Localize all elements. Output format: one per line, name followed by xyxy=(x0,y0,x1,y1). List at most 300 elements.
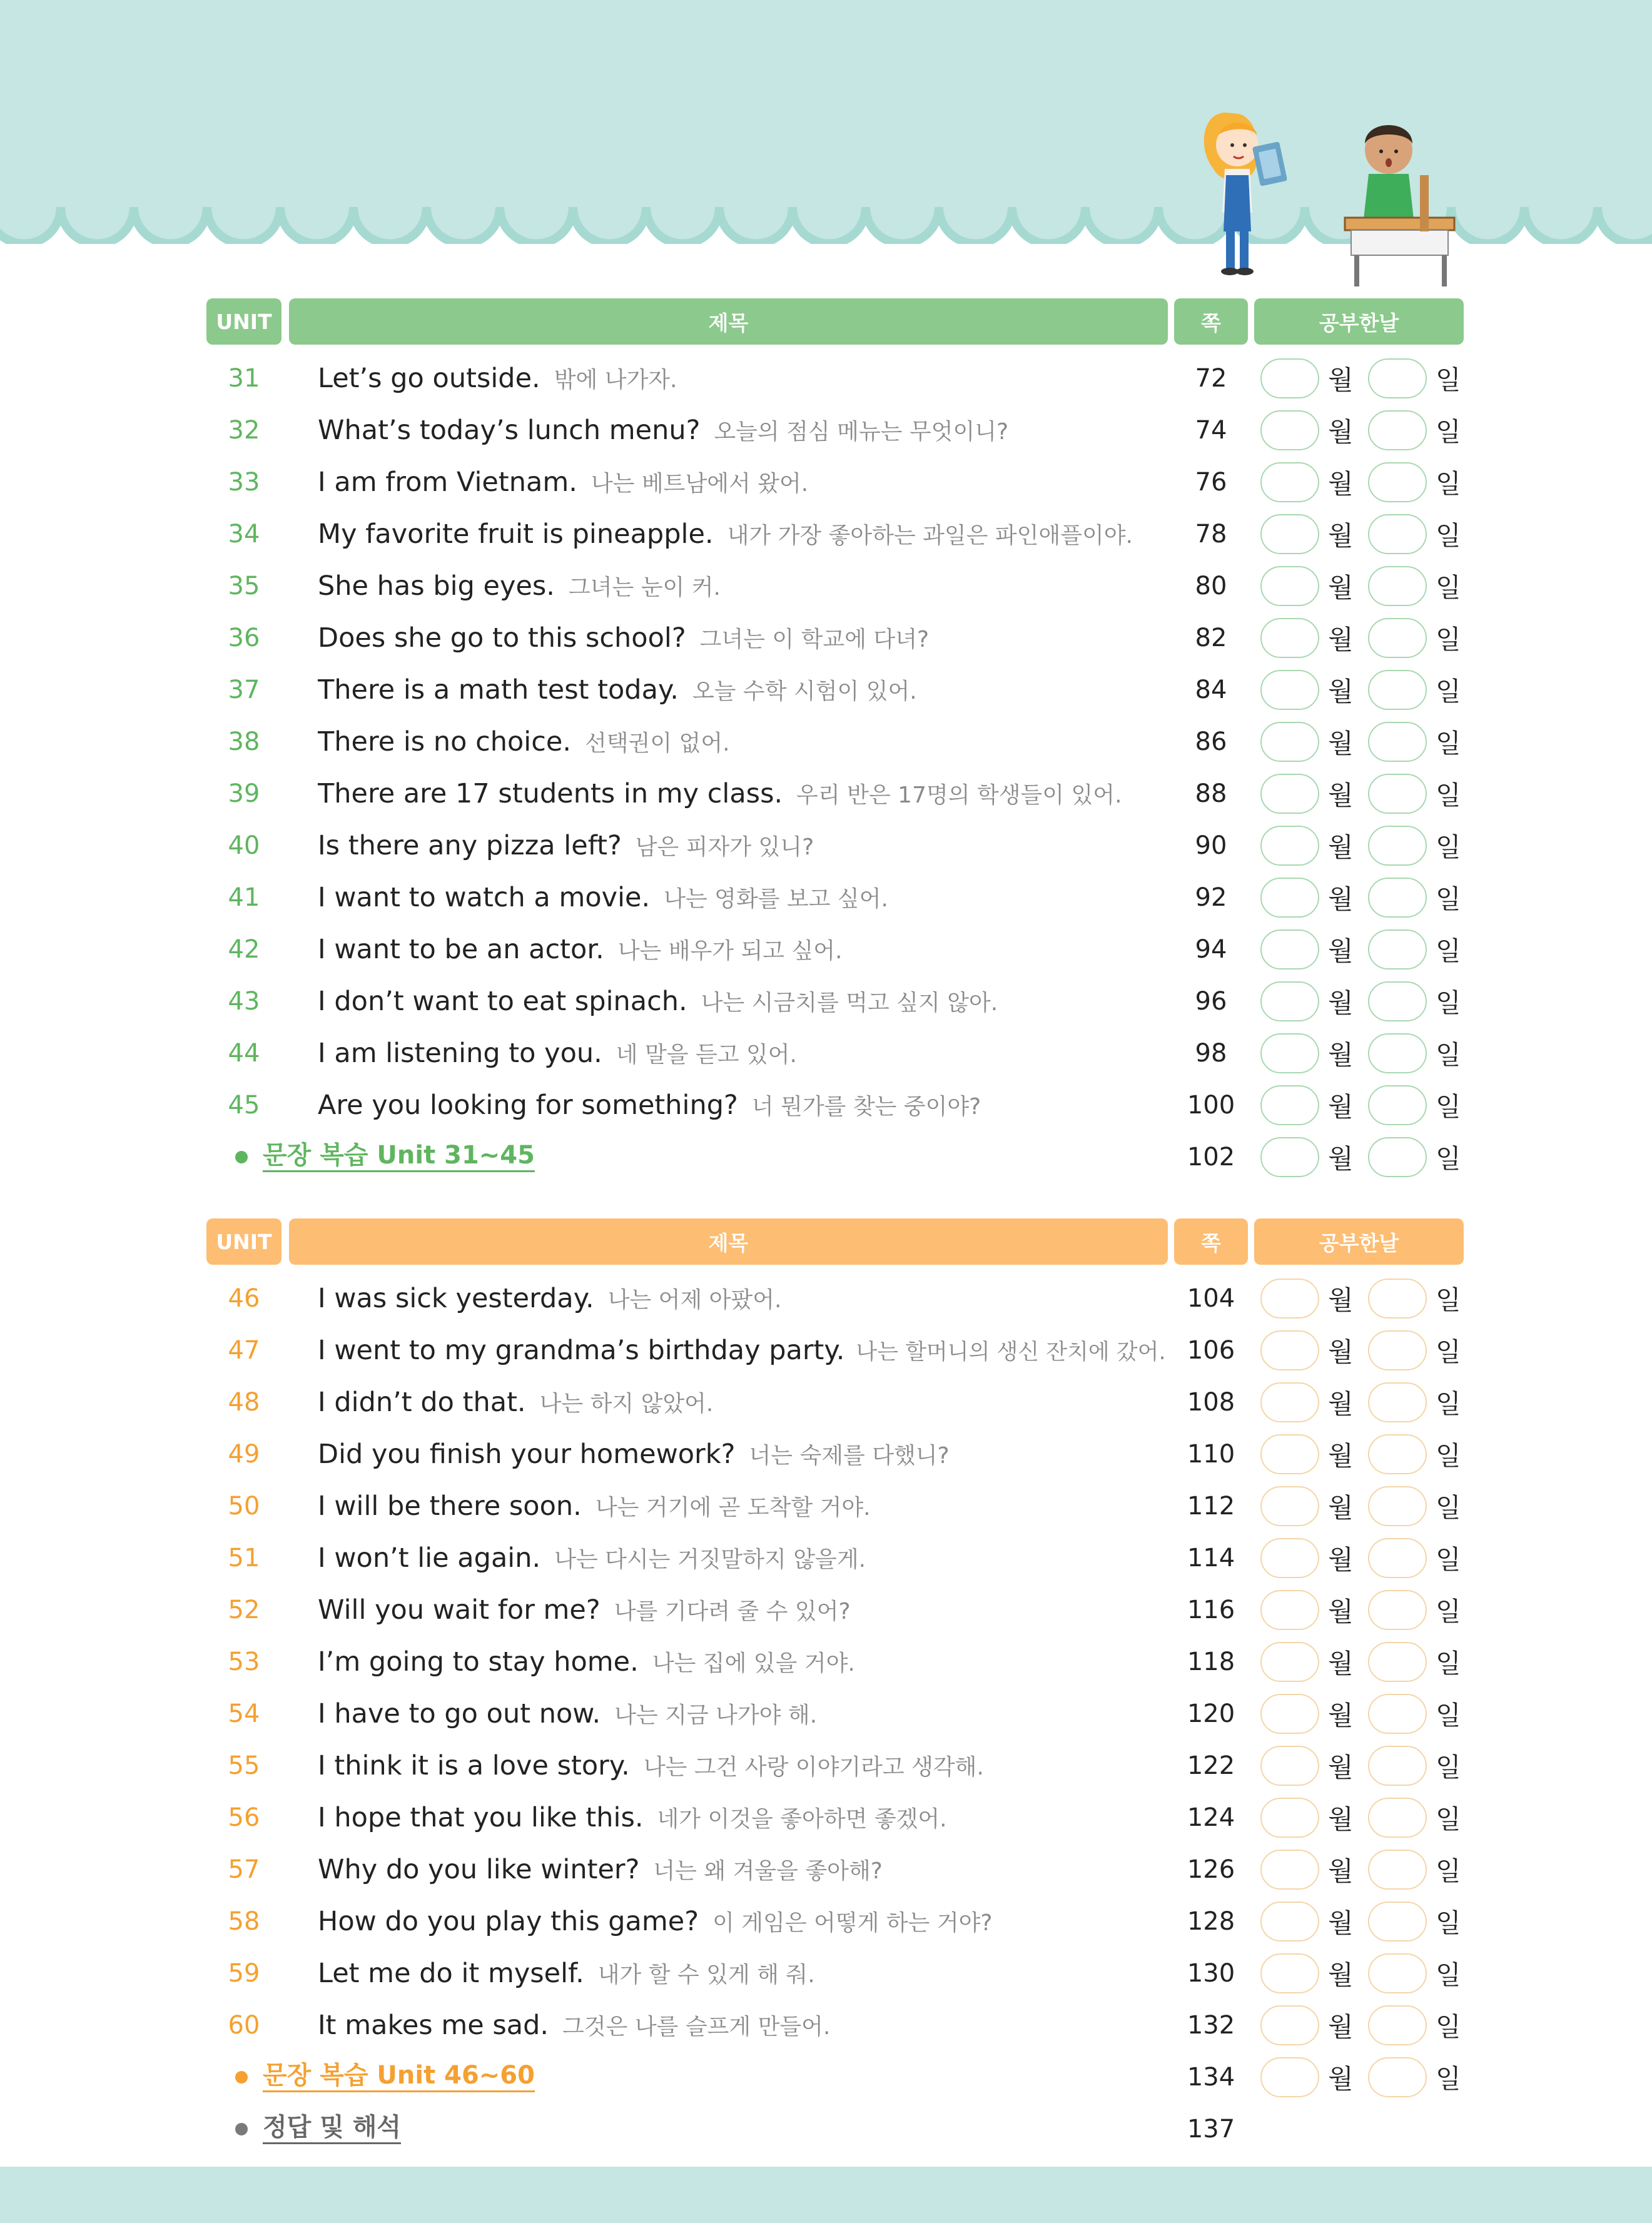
day-input[interactable] xyxy=(1368,1434,1427,1474)
unit-number: 43 xyxy=(228,986,260,1016)
unit-number: 49 xyxy=(228,1439,260,1469)
korean-translation: 너 뭔가를 찾는 중이야? xyxy=(751,1094,981,1120)
day-input[interactable] xyxy=(1368,1538,1427,1578)
day-label: 일 xyxy=(1436,1039,1461,1070)
day-input[interactable] xyxy=(1368,514,1427,554)
unit-row xyxy=(206,560,1464,612)
month-input[interactable] xyxy=(1260,1642,1319,1682)
page-number: 80 xyxy=(1195,571,1227,600)
day-input[interactable] xyxy=(1368,618,1427,658)
study-date xyxy=(1254,1636,1464,1688)
month-input[interactable] xyxy=(1260,929,1319,970)
study-date xyxy=(1254,1131,1464,1183)
study-date xyxy=(1254,1272,1464,1324)
day-input[interactable] xyxy=(1368,358,1427,398)
page-number: 100 xyxy=(1187,1090,1235,1120)
day-label: 일 xyxy=(1436,1388,1461,1419)
review-title[interactable] xyxy=(263,2051,535,2103)
study-date-column-header: 공부한날 xyxy=(1254,1218,1464,1265)
month-label: 월 xyxy=(1328,883,1354,914)
day-input[interactable] xyxy=(1368,929,1427,970)
day-input[interactable] xyxy=(1368,774,1427,814)
day-input[interactable] xyxy=(1368,462,1427,502)
english-sentence: I will be there soon. xyxy=(318,1490,582,1522)
study-date xyxy=(1254,1079,1464,1131)
month-input[interactable] xyxy=(1260,514,1319,554)
study-date xyxy=(1254,923,1464,975)
month-label: 월 xyxy=(1328,1751,1354,1783)
month-input[interactable] xyxy=(1260,618,1319,658)
month-label: 월 xyxy=(1328,1336,1354,1367)
study-date xyxy=(1254,1480,1464,1532)
korean-translation: 이 게임은 어떻게 하는 거야? xyxy=(712,1910,993,1936)
unit-number: 50 xyxy=(228,1491,260,1521)
month-input[interactable] xyxy=(1260,1330,1319,1370)
korean-translation: 나는 거기에 곧 도착할 거야. xyxy=(595,1495,871,1521)
month-label: 월 xyxy=(1328,572,1354,603)
english-sentence: Let me do it myself. xyxy=(318,1957,584,1989)
day-input[interactable] xyxy=(1368,670,1427,710)
study-date xyxy=(1254,1376,1464,1428)
day-input[interactable] xyxy=(1368,1085,1427,1125)
page-number: 90 xyxy=(1195,831,1227,860)
month-label: 월 xyxy=(1328,364,1354,395)
unit-title xyxy=(318,819,1181,871)
unit-number: 37 xyxy=(228,675,260,704)
korean-translation: 나는 시금치를 먹고 싶지 않아. xyxy=(701,990,998,1016)
page-number: 122 xyxy=(1187,1751,1235,1780)
day-label: 일 xyxy=(1436,1959,1461,1990)
unit-title xyxy=(318,1791,1181,1843)
day-input[interactable] xyxy=(1368,1486,1427,1526)
unit-row xyxy=(206,1584,1464,1636)
month-label: 월 xyxy=(1328,624,1354,655)
month-label: 월 xyxy=(1328,1284,1354,1315)
month-label: 월 xyxy=(1328,1596,1354,1627)
month-input[interactable] xyxy=(1260,358,1319,398)
units-31-45-section xyxy=(206,298,1464,1183)
page-number: 102 xyxy=(1187,1142,1235,1172)
korean-translation: 우리 반은 17명의 학생들이 있어. xyxy=(796,782,1122,808)
korean-translation: 오늘 수학 시험이 있어. xyxy=(692,679,917,704)
english-sentence: I want to be an actor. xyxy=(318,933,604,965)
unit-title xyxy=(318,1584,1181,1636)
unit-title xyxy=(318,716,1181,767)
korean-translation: 나는 하지 않았어. xyxy=(539,1391,714,1417)
unit-row xyxy=(206,1324,1464,1376)
unit-row xyxy=(206,1532,1464,1584)
korean-translation: 밖에 나가자. xyxy=(554,367,677,393)
month-input[interactable] xyxy=(1260,566,1319,606)
page-number: 74 xyxy=(1195,415,1227,445)
unit-number: 56 xyxy=(228,1803,260,1832)
review-row xyxy=(206,1131,1464,1183)
month-input[interactable] xyxy=(1260,1901,1319,1942)
page-number: 78 xyxy=(1195,519,1227,549)
study-date xyxy=(1254,1027,1464,1079)
study-date xyxy=(1254,352,1464,404)
page-number: 132 xyxy=(1187,2010,1235,2040)
day-input[interactable] xyxy=(1368,566,1427,606)
day-label: 일 xyxy=(1436,1492,1461,1523)
page-number: 106 xyxy=(1187,1335,1235,1365)
korean-translation: 네 말을 듣고 있어. xyxy=(616,1042,798,1068)
day-label: 일 xyxy=(1436,1091,1461,1122)
english-sentence: Does she go to this school? xyxy=(318,622,686,654)
review-title[interactable] xyxy=(263,1131,535,1183)
month-label: 월 xyxy=(1328,935,1354,966)
study-date xyxy=(1254,664,1464,716)
korean-translation: 선택권이 없어. xyxy=(585,731,730,756)
unit-title xyxy=(318,456,1181,508)
page-number: 82 xyxy=(1195,623,1227,652)
month-input[interactable] xyxy=(1260,410,1319,450)
day-label: 일 xyxy=(1436,1336,1461,1367)
english-sentence: Let’s go outside. xyxy=(318,362,540,394)
month-label: 월 xyxy=(1328,468,1354,499)
unit-title xyxy=(318,1895,1181,1947)
unit-row xyxy=(206,1027,1464,1079)
month-input[interactable] xyxy=(1260,1694,1319,1734)
study-date xyxy=(1254,1791,1464,1843)
unit-number: 31 xyxy=(228,363,260,393)
month-input[interactable] xyxy=(1260,1798,1319,1838)
day-input[interactable] xyxy=(1368,1590,1427,1630)
study-date xyxy=(1254,1739,1464,1791)
day-label: 일 xyxy=(1436,935,1461,966)
english-sentence: What’s today’s lunch menu? xyxy=(318,414,701,446)
day-label: 일 xyxy=(1436,779,1461,811)
page-number: 128 xyxy=(1187,1907,1235,1936)
day-input[interactable] xyxy=(1368,1850,1427,1890)
unit-number: 52 xyxy=(228,1595,260,1624)
day-label: 일 xyxy=(1436,1596,1461,1627)
english-sentence: Will you wait for me? xyxy=(318,1594,600,1626)
day-label: 일 xyxy=(1436,987,1461,1018)
unit-number: 41 xyxy=(228,883,260,912)
unit-title xyxy=(318,352,1181,404)
answers-title[interactable] xyxy=(263,2103,401,2155)
study-date xyxy=(1254,1428,1464,1480)
month-input[interactable] xyxy=(1260,1746,1319,1786)
page-column-header: 쪽 xyxy=(1174,1218,1248,1265)
unit-row xyxy=(206,975,1464,1027)
unit-number: 53 xyxy=(228,1647,260,1676)
month-input[interactable] xyxy=(1260,670,1319,710)
day-input[interactable] xyxy=(1368,1330,1427,1370)
unit-number: 33 xyxy=(228,467,260,497)
month-input[interactable] xyxy=(1260,1850,1319,1890)
bullet-icon xyxy=(235,2123,248,2135)
girl-figure xyxy=(1204,113,1287,275)
korean-translation: 나를 기다려 줄 수 있어? xyxy=(614,1599,851,1624)
study-date xyxy=(1254,871,1464,923)
table-header xyxy=(206,1218,1464,1265)
month-label: 월 xyxy=(1328,1648,1354,1679)
unit-row xyxy=(206,456,1464,508)
korean-translation: 나는 어제 아팠어. xyxy=(607,1287,782,1313)
page-number: 84 xyxy=(1195,675,1227,704)
month-input[interactable] xyxy=(1260,1434,1319,1474)
page-number: 112 xyxy=(1187,1491,1235,1521)
study-date xyxy=(1254,975,1464,1027)
day-input[interactable] xyxy=(1368,981,1427,1021)
korean-translation: 나는 다시는 거짓말하지 않을게. xyxy=(554,1547,866,1572)
unit-title xyxy=(318,1376,1181,1428)
day-input[interactable] xyxy=(1368,1901,1427,1942)
english-sentence: I hope that you like this. xyxy=(318,1801,644,1833)
korean-translation: 그녀는 눈이 커. xyxy=(568,575,721,600)
study-date xyxy=(1254,716,1464,767)
month-input[interactable] xyxy=(1260,462,1319,502)
unit-number: 39 xyxy=(228,779,260,808)
page-number: 114 xyxy=(1187,1543,1235,1572)
month-input[interactable] xyxy=(1260,2057,1319,2097)
answers-title-text: 정답 및 해석 xyxy=(263,2114,401,2144)
table-header xyxy=(206,298,1464,345)
month-label: 월 xyxy=(1328,1699,1354,1731)
day-label: 일 xyxy=(1436,1855,1461,1886)
day-label: 일 xyxy=(1436,1699,1461,1731)
korean-translation: 그녀는 이 학교에 다녀? xyxy=(699,627,930,652)
day-label: 일 xyxy=(1436,364,1461,395)
unit-row xyxy=(206,1791,1464,1843)
unit-number: 38 xyxy=(228,727,260,756)
month-input[interactable] xyxy=(1260,774,1319,814)
month-input[interactable] xyxy=(1260,826,1319,866)
day-input[interactable] xyxy=(1368,1642,1427,1682)
study-date xyxy=(1254,456,1464,508)
unit-number: 45 xyxy=(228,1090,260,1120)
unit-title xyxy=(318,1428,1181,1480)
day-input[interactable] xyxy=(1368,410,1427,450)
month-label: 월 xyxy=(1328,1039,1354,1070)
study-date xyxy=(1254,819,1464,871)
unit-title xyxy=(318,612,1181,664)
page-number: 86 xyxy=(1195,727,1227,756)
day-label: 일 xyxy=(1436,572,1461,603)
day-label: 일 xyxy=(1436,883,1461,914)
english-sentence: I won’t lie again. xyxy=(318,1542,541,1574)
month-input[interactable] xyxy=(1260,1033,1319,1073)
korean-translation: 내가 가장 좋아하는 과일은 파인애플이야. xyxy=(727,523,1133,549)
english-sentence: How do you play this game? xyxy=(318,1905,699,1937)
month-label: 월 xyxy=(1328,2063,1354,2094)
month-label: 월 xyxy=(1328,1907,1354,1938)
unit-title xyxy=(318,1532,1181,1584)
unit-title xyxy=(318,1480,1181,1532)
unit-column-header: UNIT xyxy=(206,1218,281,1265)
study-date xyxy=(1254,1947,1464,1999)
unit-number: 46 xyxy=(228,1284,260,1313)
day-label: 일 xyxy=(1436,1544,1461,1575)
bullet-icon xyxy=(235,2071,248,2084)
unit-row xyxy=(206,1688,1464,1739)
day-label: 일 xyxy=(1436,831,1461,863)
unit-row xyxy=(206,1895,1464,1947)
unit-title xyxy=(318,1272,1181,1324)
unit-number: 59 xyxy=(228,1958,260,1988)
unit-title xyxy=(318,975,1181,1027)
unit-row xyxy=(206,1739,1464,1791)
month-input[interactable] xyxy=(1260,722,1319,762)
kids-illustration xyxy=(1201,106,1464,294)
day-input[interactable] xyxy=(1368,1746,1427,1786)
day-input[interactable] xyxy=(1368,722,1427,762)
unit-title xyxy=(318,1947,1181,1999)
month-input[interactable] xyxy=(1260,981,1319,1021)
unit-number: 55 xyxy=(228,1751,260,1780)
day-input[interactable] xyxy=(1368,878,1427,918)
month-input[interactable] xyxy=(1260,1137,1319,1177)
page-number: 116 xyxy=(1187,1595,1235,1624)
study-date xyxy=(1254,612,1464,664)
month-input[interactable] xyxy=(1260,1538,1319,1578)
day-label: 일 xyxy=(1436,416,1461,447)
month-label: 월 xyxy=(1328,1544,1354,1575)
unit-number: 54 xyxy=(228,1699,260,1728)
unit-row xyxy=(206,716,1464,767)
study-date xyxy=(1254,1532,1464,1584)
korean-translation: 나는 배우가 되고 싶어. xyxy=(617,938,843,964)
day-label: 일 xyxy=(1436,1143,1461,1174)
unit-number: 58 xyxy=(228,1907,260,1936)
english-sentence: My favorite fruit is pineapple. xyxy=(318,518,714,550)
study-date xyxy=(1254,1843,1464,1895)
page-number: 92 xyxy=(1195,883,1227,912)
unit-title xyxy=(318,1324,1181,1376)
korean-translation: 너는 왜 겨울을 좋아해? xyxy=(653,1858,883,1884)
korean-translation: 나는 집에 있을 거야. xyxy=(652,1651,855,1676)
page-number: 120 xyxy=(1187,1699,1235,1728)
study-date-column-header: 공부한날 xyxy=(1254,298,1464,345)
unit-title xyxy=(318,560,1181,612)
page-number: 94 xyxy=(1195,934,1227,964)
month-label: 월 xyxy=(1328,1803,1354,1835)
page-number: 110 xyxy=(1187,1439,1235,1469)
korean-translation: 오늘의 점심 메뉴는 무엇이니? xyxy=(714,419,1009,445)
unit-title xyxy=(318,1843,1181,1895)
month-input[interactable] xyxy=(1260,2005,1319,2045)
day-label: 일 xyxy=(1436,2011,1461,2042)
unit-row xyxy=(206,352,1464,404)
unit-number: 34 xyxy=(228,519,260,549)
unit-row xyxy=(206,1843,1464,1895)
unit-rows xyxy=(206,352,1464,1183)
day-label: 일 xyxy=(1436,1803,1461,1835)
day-label: 일 xyxy=(1436,1907,1461,1938)
day-input[interactable] xyxy=(1368,1694,1427,1734)
korean-translation: 그것은 나를 슬프게 만들어. xyxy=(562,2014,831,2040)
review-title-text: 문장 복습 Unit 46~60 xyxy=(263,2062,535,2092)
day-input[interactable] xyxy=(1368,1137,1427,1177)
study-date xyxy=(1254,1584,1464,1636)
study-date xyxy=(1254,1895,1464,1947)
english-sentence: I am listening to you. xyxy=(318,1037,602,1069)
day-input[interactable] xyxy=(1368,2057,1427,2097)
unit-number: 35 xyxy=(228,571,260,600)
day-label: 일 xyxy=(1436,1284,1461,1315)
page-number: 76 xyxy=(1195,467,1227,497)
month-input[interactable] xyxy=(1260,1085,1319,1125)
unit-row xyxy=(206,404,1464,456)
korean-translation: 나는 영화를 보고 싶어. xyxy=(664,886,888,912)
month-label: 월 xyxy=(1328,831,1354,863)
english-sentence: She has big eyes. xyxy=(318,570,555,602)
study-date xyxy=(1254,404,1464,456)
unit-title xyxy=(318,1027,1181,1079)
unit-title xyxy=(318,664,1181,716)
month-input[interactable] xyxy=(1260,878,1319,918)
unit-title xyxy=(318,508,1181,560)
month-input[interactable] xyxy=(1260,1486,1319,1526)
day-input[interactable] xyxy=(1368,1382,1427,1422)
day-label: 일 xyxy=(1436,520,1461,551)
unit-row xyxy=(206,1636,1464,1688)
day-input[interactable] xyxy=(1368,1798,1427,1838)
month-input[interactable] xyxy=(1260,1382,1319,1422)
day-input[interactable] xyxy=(1368,826,1427,866)
day-input[interactable] xyxy=(1368,1279,1427,1319)
study-date xyxy=(1254,1999,1464,2051)
unit-column-header: UNIT xyxy=(206,298,281,345)
unit-row xyxy=(206,871,1464,923)
day-input[interactable] xyxy=(1368,1033,1427,1073)
korean-translation: 남은 피자가 있니? xyxy=(635,834,814,860)
english-sentence: There are 17 students in my class. xyxy=(318,777,783,809)
month-input[interactable] xyxy=(1260,1279,1319,1319)
review-row xyxy=(206,2051,1464,2103)
english-sentence: There is no choice. xyxy=(318,726,571,757)
unit-title xyxy=(318,1079,1181,1131)
units-46-60-section xyxy=(206,1218,1464,2155)
month-label: 월 xyxy=(1328,1855,1354,1886)
review-title-text: 문장 복습 Unit 31~45 xyxy=(263,1142,535,1172)
unit-number: 42 xyxy=(228,934,260,964)
unit-title xyxy=(318,1739,1181,1791)
unit-row xyxy=(206,1376,1464,1428)
korean-translation: 나는 그건 사랑 이야기라고 생각해. xyxy=(643,1755,984,1780)
korean-translation: 나는 할머니의 생신 잔치에 갔어. xyxy=(856,1339,1166,1365)
page-number: 72 xyxy=(1195,363,1227,393)
unit-number: 36 xyxy=(228,623,260,652)
unit-title xyxy=(318,923,1181,975)
day-input[interactable] xyxy=(1368,1953,1427,1993)
day-input[interactable] xyxy=(1368,2005,1427,2045)
unit-row xyxy=(206,923,1464,975)
month-label: 월 xyxy=(1328,416,1354,447)
unit-title xyxy=(318,404,1181,456)
month-input[interactable] xyxy=(1260,1590,1319,1630)
unit-number: 57 xyxy=(228,1855,260,1884)
english-sentence: I went to my grandma’s birthday party. xyxy=(318,1334,845,1366)
page-number: 118 xyxy=(1187,1647,1235,1676)
study-date xyxy=(1254,2051,1464,2103)
month-input[interactable] xyxy=(1260,1953,1319,1993)
english-sentence: It makes me sad. xyxy=(318,2009,549,2041)
unit-title xyxy=(318,1999,1181,2051)
boy-figure xyxy=(1345,125,1454,286)
unit-number: 32 xyxy=(228,415,260,445)
korean-translation: 나는 지금 나가야 해. xyxy=(614,1703,818,1728)
answers-row xyxy=(206,2103,1464,2155)
unit-number: 48 xyxy=(228,1387,260,1417)
korean-translation: 내가 할 수 있게 해 줘. xyxy=(597,1962,815,1988)
korean-translation: 너는 숙제를 다했니? xyxy=(749,1443,950,1469)
english-sentence: Are you looking for something? xyxy=(318,1089,738,1121)
unit-row xyxy=(206,819,1464,871)
english-sentence: I think it is a love story. xyxy=(318,1750,630,1781)
